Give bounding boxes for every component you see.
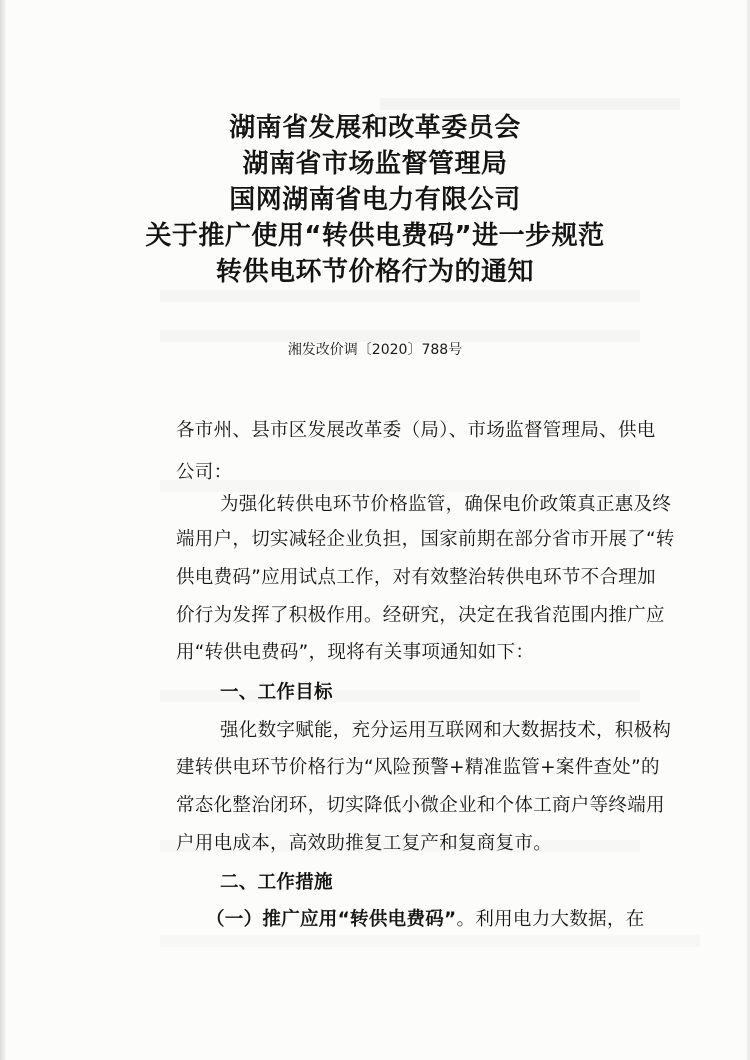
intro-line: 为强化转供电环节价格监管，确保电价政策真正惠及终 [220,494,672,515]
document-number: 湘发改价调〔2020〕788号 [287,342,463,358]
title-line: 湖南省发展和改革委员会 [229,113,521,143]
bleed-through-shadow [160,935,700,947]
intro-line: 供电费码”应用试点工作，对有效整治转供电环节不合理加 [176,567,656,588]
intro-line: 价行为发挥了积极作用。经研究，决定在我省范围内推广应 [176,605,665,626]
section-item-line [206,905,645,931]
section-line: 强化数字赋能，充分运用互联网和大数据技术，积极构 [220,720,672,741]
section-line: 常态化整治闭环，切实降低小微企业和个体工商户等终端用 [176,795,665,816]
title-line: 关于推广使用“转供电费码”进一步规范 [145,221,605,251]
item-heading: （一）推广应用“转供电费码” [206,909,457,930]
salutation-line: 各市州、县市区发展改革委（局）、市场监督管理局、供电 [176,420,656,441]
section-heading: 一、工作目标 [220,682,333,703]
section-line: 建转供电环节价格行为“风险预警+精准监管+案件查处”的 [176,757,660,778]
section-line: 户用电成本，高效助推复工复产和复商复市。 [176,833,553,854]
title-line: 国网湖南省电力有限公司 [229,185,521,215]
salutation-line: 公司： [176,462,233,483]
intro-line: 端用户，切实减轻企业负担，国家前期在部分省市开展了“转 [176,529,675,550]
intro-line: 用“转供电费码”，现将有关事项通知如下： [176,642,535,663]
title-line: 转供电环节价格行为的通知 [215,257,534,287]
section-heading: 二、工作措施 [220,872,333,893]
bleed-through-shadow [380,98,680,110]
title-line: 湖南省市场监督管理局 [242,149,508,179]
item-text: 。利用电力大数据，在 [456,909,645,930]
document-title [0,110,750,290]
bleed-through-shadow [160,290,640,302]
